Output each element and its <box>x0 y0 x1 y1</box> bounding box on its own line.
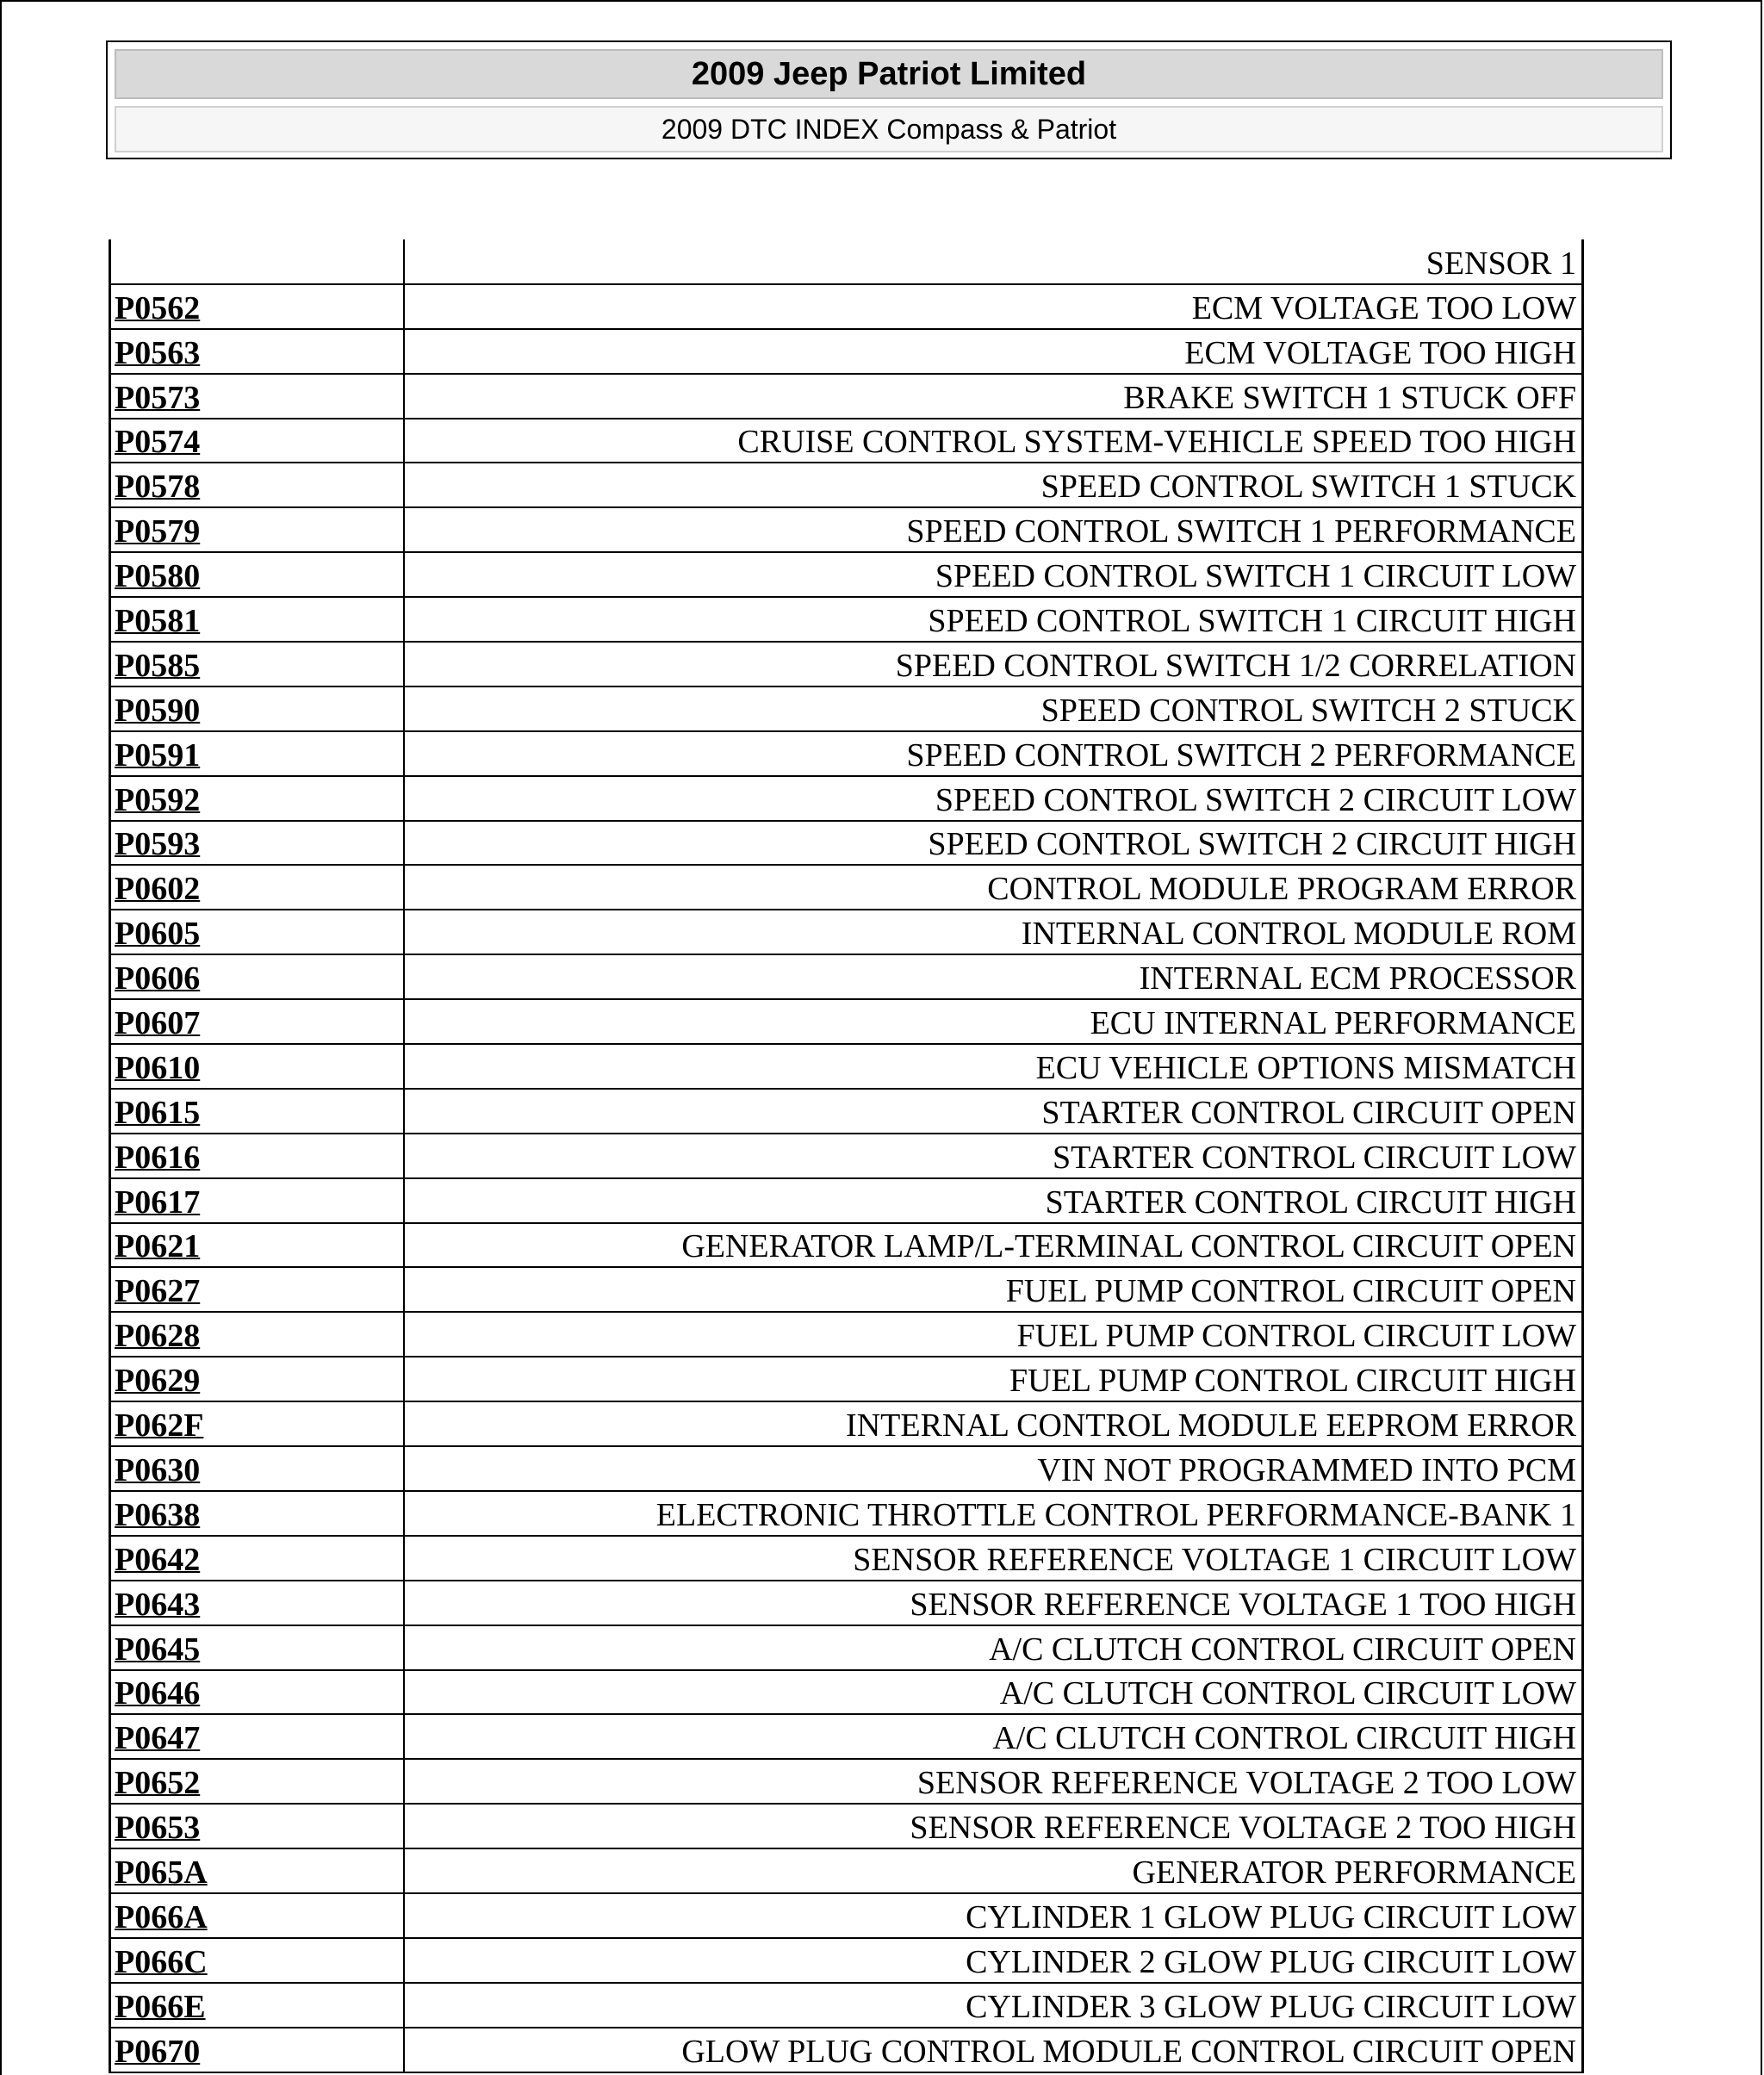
dtc-code-link[interactable]: P0642 <box>115 1541 201 1578</box>
dtc-code-link[interactable]: P0616 <box>115 1139 201 1176</box>
dtc-code-link[interactable]: P062F <box>115 1407 204 1444</box>
dtc-description: ECM VOLTAGE TOO LOW <box>404 284 1583 329</box>
dtc-code-cell <box>110 686 404 731</box>
dtc-description: GENERATOR PERFORMANCE <box>404 1848 1583 1893</box>
table-row <box>110 865 1583 910</box>
table-row <box>110 597 1583 642</box>
dtc-description: CRUISE CONTROL SYSTEM-VEHICLE SPEED TOO HIGH <box>404 419 1583 463</box>
dtc-code-link[interactable]: P0630 <box>115 1451 201 1488</box>
dtc-code-cell <box>110 284 404 329</box>
table-row <box>110 1178 1583 1223</box>
dtc-code-link[interactable]: P0638 <box>115 1496 201 1533</box>
dtc-code-cell <box>110 1089 404 1134</box>
table-row <box>110 552 1583 597</box>
dtc-code-cell <box>110 642 404 686</box>
table-row <box>110 419 1583 463</box>
dtc-code-link[interactable]: P0610 <box>115 1049 201 1086</box>
dtc-code-link[interactable]: P0628 <box>115 1318 201 1355</box>
table-row <box>110 1714 1583 1759</box>
dtc-code-link[interactable]: P0629 <box>115 1363 201 1400</box>
dtc-code-cell <box>110 597 404 642</box>
dtc-code-cell <box>110 1401 404 1446</box>
table-row <box>110 1581 1583 1625</box>
dtc-code-link[interactable]: P0645 <box>115 1631 201 1668</box>
dtc-code-cell <box>110 1983 404 2028</box>
table-row <box>110 821 1583 866</box>
dtc-code-cell <box>110 507 404 552</box>
dtc-code-link[interactable]: P0653 <box>115 1810 201 1847</box>
dtc-description: SENSOR 1 <box>404 239 1583 284</box>
dtc-code-cell <box>110 1581 404 1625</box>
dtc-description: BRAKE SWITCH 1 STUCK OFF <box>404 374 1583 419</box>
dtc-code-link[interactable]: P0643 <box>115 1586 201 1623</box>
dtc-description: FUEL PUMP CONTROL CIRCUIT LOW <box>404 1312 1583 1357</box>
dtc-code-cell <box>110 865 404 910</box>
dtc-code-cell <box>110 1893 404 1938</box>
dtc-code-cell <box>110 1178 404 1223</box>
dtc-code-cell <box>110 1848 404 1893</box>
dtc-code-link[interactable]: P0578 <box>115 469 201 506</box>
dtc-code-link[interactable]: P0581 <box>115 603 201 640</box>
table-row <box>110 1223 1583 1268</box>
dtc-code-cell <box>110 731 404 776</box>
table-row <box>110 910 1583 954</box>
dtc-code-cell <box>110 463 404 507</box>
table-row <box>110 1446 1583 1491</box>
dtc-code-cell <box>110 1223 404 1268</box>
dtc-code-link[interactable]: P0592 <box>115 781 201 818</box>
dtc-code-link[interactable]: P0605 <box>115 916 201 953</box>
dtc-description: SPEED CONTROL SWITCH 1 CIRCUIT HIGH <box>404 597 1583 642</box>
dtc-description: CYLINDER 1 GLOW PLUG CIRCUIT LOW <box>404 1893 1583 1938</box>
table-row <box>110 1491 1583 1536</box>
dtc-code-cell <box>110 1312 404 1357</box>
dtc-description: VIN NOT PROGRAMMED INTO PCM <box>404 1446 1583 1491</box>
dtc-code-cell <box>110 419 404 463</box>
table-row <box>110 1983 1583 2028</box>
table-row <box>110 686 1583 731</box>
dtc-code-link[interactable]: P0573 <box>115 379 201 416</box>
dtc-code-link[interactable]: P0593 <box>115 826 201 863</box>
dtc-description: ECU VEHICLE OPTIONS MISMATCH <box>404 1044 1583 1089</box>
dtc-code-cell <box>110 1759 404 1804</box>
dtc-description: ELECTRONIC THROTTLE CONTROL PERFORMANCE-BANK 1 <box>404 1491 1583 1536</box>
table-row <box>110 1804 1583 1848</box>
dtc-code-cell <box>110 2028 404 2072</box>
dtc-code-cell <box>110 999 404 1044</box>
dtc-description: SENSOR REFERENCE VOLTAGE 1 CIRCUIT LOW <box>404 1536 1583 1581</box>
dtc-code-link[interactable]: P0647 <box>115 1720 201 1757</box>
dtc-description: STARTER CONTROL CIRCUIT HIGH <box>404 1178 1583 1223</box>
dtc-code-link[interactable]: P0646 <box>115 1675 201 1712</box>
dtc-description: A/C CLUTCH CONTROL CIRCUIT HIGH <box>404 1714 1583 1759</box>
dtc-description: SPEED CONTROL SWITCH 2 PERFORMANCE <box>404 731 1583 776</box>
dtc-description: SPEED CONTROL SWITCH 1 STUCK <box>404 463 1583 507</box>
dtc-description: SENSOR REFERENCE VOLTAGE 1 TOO HIGH <box>404 1581 1583 1625</box>
table-row <box>110 1044 1583 1089</box>
dtc-code-cell <box>110 1625 404 1670</box>
table-row <box>110 374 1583 419</box>
dtc-code-cell <box>110 1670 404 1715</box>
dtc-code-cell <box>110 1357 404 1401</box>
table-row <box>110 239 1583 284</box>
dtc-code-cell <box>110 821 404 866</box>
dtc-code-link[interactable]: P0670 <box>115 2033 201 2070</box>
table-row <box>110 507 1583 552</box>
dtc-description: FUEL PUMP CONTROL CIRCUIT HIGH <box>404 1357 1583 1401</box>
dtc-code-link[interactable]: P065A <box>115 1854 208 1891</box>
dtc-description: SPEED CONTROL SWITCH 2 STUCK <box>404 686 1583 731</box>
dtc-description: A/C CLUTCH CONTROL CIRCUIT LOW <box>404 1670 1583 1715</box>
dtc-code-cell <box>110 1938 404 1983</box>
dtc-description: SENSOR REFERENCE VOLTAGE 2 TOO LOW <box>404 1759 1583 1804</box>
table-row <box>110 1759 1583 1804</box>
dtc-code-link[interactable]: P0580 <box>115 558 201 595</box>
table-row <box>110 1938 1583 1983</box>
dtc-description: GLOW PLUG CONTROL MODULE CONTROL CIRCUIT OPEN <box>404 2028 1583 2072</box>
table-row <box>110 1536 1583 1581</box>
dtc-description: A/C CLUTCH CONTROL CIRCUIT OPEN <box>404 1625 1583 1670</box>
dtc-table <box>109 239 1584 2073</box>
dtc-code-cell <box>110 239 404 284</box>
dtc-code-cell <box>110 374 404 419</box>
dtc-code-link[interactable]: P0574 <box>115 424 201 461</box>
dtc-description: SENSOR REFERENCE VOLTAGE 2 TOO HIGH <box>404 1804 1583 1848</box>
table-row <box>110 2028 1583 2072</box>
dtc-description: INTERNAL CONTROL MODULE ROM <box>404 910 1583 954</box>
table-row <box>110 1670 1583 1715</box>
dtc-code-link[interactable]: P0652 <box>115 1765 201 1802</box>
dtc-description: SPEED CONTROL SWITCH 2 CIRCUIT HIGH <box>404 821 1583 866</box>
dtc-code-cell <box>110 910 404 954</box>
dtc-code-link[interactable]: P066C <box>115 1943 208 1980</box>
dtc-code-cell <box>110 776 404 821</box>
dtc-code-link[interactable]: P066E <box>115 1988 206 2025</box>
dtc-code-link[interactable]: P0585 <box>115 647 201 684</box>
dtc-code-link[interactable]: P0590 <box>115 692 201 729</box>
dtc-code-link[interactable]: P0562 <box>115 289 201 326</box>
table-row <box>110 1134 1583 1178</box>
dtc-description: CYLINDER 2 GLOW PLUG CIRCUIT LOW <box>404 1938 1583 1983</box>
dtc-description: ECU INTERNAL PERFORMANCE <box>404 999 1583 1044</box>
dtc-description: INTERNAL CONTROL MODULE EEPROM ERROR <box>404 1401 1583 1446</box>
dtc-code-link[interactable]: P0563 <box>115 334 201 371</box>
table-row <box>110 1401 1583 1446</box>
vehicle-title: 2009 Jeep Patriot Limited <box>115 49 1663 99</box>
dtc-description: SPEED CONTROL SWITCH 1 PERFORMANCE <box>404 507 1583 552</box>
dtc-code-cell <box>110 329 404 374</box>
table-row <box>110 463 1583 507</box>
document-header <box>106 40 1672 159</box>
dtc-code-link[interactable]: P0602 <box>115 871 201 908</box>
table-row <box>110 1312 1583 1357</box>
dtc-code-link[interactable]: P0579 <box>115 513 201 550</box>
dtc-description: GENERATOR LAMP/L-TERMINAL CONTROL CIRCUIT OPEN <box>404 1223 1583 1268</box>
dtc-code-cell <box>110 1446 404 1491</box>
document-subtitle: 2009 DTC INDEX Compass & Patriot <box>115 106 1663 152</box>
dtc-table-body <box>110 239 1583 2072</box>
dtc-code-link[interactable]: P0591 <box>115 736 201 773</box>
dtc-description: SPEED CONTROL SWITCH 2 CIRCUIT LOW <box>404 776 1583 821</box>
dtc-description: SPEED CONTROL SWITCH 1 CIRCUIT LOW <box>404 552 1583 597</box>
dtc-code-cell <box>110 1714 404 1759</box>
table-row <box>110 284 1583 329</box>
table-row <box>110 329 1583 374</box>
dtc-code-link[interactable]: P0615 <box>115 1094 201 1131</box>
table-row <box>110 1848 1583 1893</box>
dtc-description: STARTER CONTROL CIRCUIT LOW <box>404 1134 1583 1178</box>
dtc-code-link[interactable]: P0606 <box>115 960 201 997</box>
table-row <box>110 1893 1583 1938</box>
table-row <box>110 999 1583 1044</box>
dtc-code-link[interactable]: P0607 <box>115 1005 201 1042</box>
dtc-code-cell <box>110 1267 404 1312</box>
table-row <box>110 642 1583 686</box>
dtc-code-cell <box>110 1491 404 1536</box>
table-row <box>110 1357 1583 1401</box>
dtc-description: CYLINDER 3 GLOW PLUG CIRCUIT LOW <box>404 1983 1583 2028</box>
table-row <box>110 1267 1583 1312</box>
table-row <box>110 776 1583 821</box>
dtc-description: CONTROL MODULE PROGRAM ERROR <box>404 865 1583 910</box>
dtc-code-cell <box>110 552 404 597</box>
dtc-code-cell <box>110 1804 404 1848</box>
dtc-code-cell <box>110 1536 404 1581</box>
dtc-description: STARTER CONTROL CIRCUIT OPEN <box>404 1089 1583 1134</box>
dtc-description: ECM VOLTAGE TOO HIGH <box>404 329 1583 374</box>
dtc-code-link[interactable]: P0621 <box>115 1228 201 1265</box>
dtc-code-link[interactable]: P0617 <box>115 1183 201 1221</box>
dtc-code-link[interactable]: P066A <box>115 1898 208 1935</box>
dtc-description: FUEL PUMP CONTROL CIRCUIT OPEN <box>404 1267 1583 1312</box>
dtc-description: INTERNAL ECM PROCESSOR <box>404 954 1583 999</box>
dtc-code-cell <box>110 1044 404 1089</box>
dtc-code-cell <box>110 1134 404 1178</box>
table-row <box>110 954 1583 999</box>
table-row <box>110 731 1583 776</box>
table-row <box>110 1625 1583 1670</box>
dtc-code-cell <box>110 954 404 999</box>
dtc-description: SPEED CONTROL SWITCH 1/2 CORRELATION <box>404 642 1583 686</box>
table-row <box>110 1089 1583 1134</box>
dtc-code-link[interactable]: P0627 <box>115 1273 201 1310</box>
